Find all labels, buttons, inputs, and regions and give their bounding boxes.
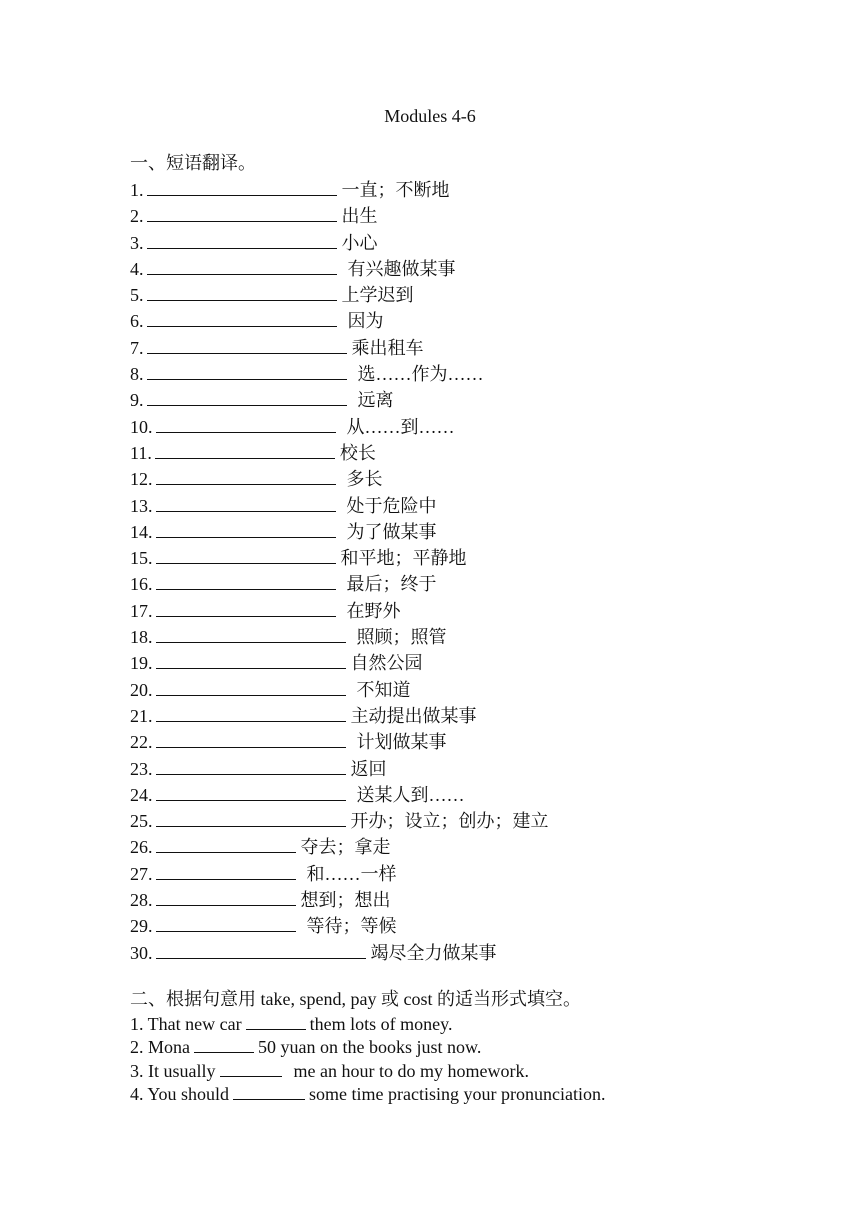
sentence-list [130,1013,605,1107]
phrase-meaning: 选……作为…… [357,364,484,385]
answer-blank[interactable] [156,757,346,775]
phrase-meaning: 上学迟到 [341,285,414,306]
phrase-number: 27. [130,863,153,884]
answer-blank[interactable] [147,231,337,249]
phrase-number: 9. [130,390,144,411]
answer-blank[interactable] [156,520,336,538]
phrase-number: 8. [130,364,144,385]
phrase-meaning: 夺去；拿走 [300,837,391,858]
phrase-item [130,282,549,308]
phrase-item [130,440,549,466]
phrase-number: 14. [130,521,153,542]
phrase-item [130,414,549,440]
phrase-item [130,177,549,203]
phrase-meaning: 处于危险中 [346,495,437,516]
phrase-number: 19. [130,653,153,674]
phrase-meaning: 为了做某事 [346,521,437,542]
phrase-number: 2. [130,206,144,227]
sentence-start: 1. That new car [130,1014,242,1034]
phrase-meaning: 校长 [339,442,376,463]
phrase-meaning: 计划做某事 [356,732,447,753]
phrase-meaning: 小心 [341,232,378,253]
answer-blank[interactable] [147,257,337,275]
phrase-number: 18. [130,627,153,648]
phrase-item [130,335,549,361]
phrase-meaning: 从……到…… [346,416,455,437]
phrase-item [130,624,549,650]
phrase-number: 4. [130,258,144,279]
answer-blank[interactable] [194,1037,254,1053]
phrase-meaning: 在野外 [346,600,401,621]
phrase-meaning: 想到；想出 [300,890,391,911]
phrase-meaning: 多长 [346,469,383,490]
phrase-number: 6. [130,311,144,332]
phrase-meaning: 竭尽全力做某事 [370,942,497,963]
answer-blank[interactable] [147,178,337,196]
phrase-item [130,782,549,808]
phrase-item [130,834,549,860]
phrase-number: 16. [130,574,153,595]
phrase-meaning: 和……一样 [306,863,397,884]
phrase-number: 7. [130,337,144,358]
phrase-item [130,913,549,939]
phrase-number: 30. [130,942,153,963]
sentence-start: 2. Mona [130,1037,190,1058]
phrase-meaning: 远离 [357,390,394,411]
phrase-meaning: 送某人到…… [356,784,465,805]
phrase-meaning: 返回 [350,758,387,779]
phrase-item [130,545,549,571]
phrase-item [130,940,549,966]
answer-blank[interactable] [147,362,347,380]
phrase-meaning: 出生 [341,206,378,227]
answer-blank[interactable] [233,1084,305,1100]
answer-blank[interactable] [156,783,346,801]
phrase-item [130,598,549,624]
answer-blank[interactable] [147,309,337,327]
phrase-number: 23. [130,758,153,779]
answer-blank[interactable] [156,572,336,590]
phrase-number: 20. [130,679,153,700]
phrase-meaning: 因为 [347,311,384,332]
phrase-item [130,703,549,729]
phrase-number: 24. [130,784,153,805]
phrase-number: 26. [130,837,153,858]
answer-blank[interactable] [246,1014,306,1030]
phrase-item [130,756,549,782]
phrase-meaning: 主动提出做某事 [350,705,477,726]
phrase-number: 3. [130,232,144,253]
phrase-number: 10. [130,416,153,437]
section-1-heading: 一、短语翻译。 [130,153,256,173]
phrase-number: 13. [130,495,153,516]
fill-sentence [130,1083,605,1106]
phrase-item [130,230,549,256]
phrase-meaning: 最后；终于 [346,574,437,595]
phrase-list [130,177,549,966]
sentence-end: me an hour to do my homework. [293,1060,529,1081]
answer-blank[interactable] [156,835,296,853]
phrase-meaning: 等待；等候 [306,916,397,937]
phrase-item [130,808,549,834]
answer-blank[interactable] [156,415,336,433]
phrase-number: 29. [130,916,153,937]
phrase-item [130,729,549,755]
phrase-number: 5. [130,285,144,306]
phrase-number: 15. [130,548,153,569]
answer-blank[interactable] [155,441,335,459]
phrase-meaning: 自然公园 [350,653,423,674]
sentence-start: 3. It usually [130,1060,216,1081]
phrase-number: 12. [130,469,153,490]
phrase-item [130,493,549,519]
fill-sentence [130,1036,605,1059]
phrase-number: 11. [130,442,152,463]
page-title: Modules 4-6 [384,106,476,126]
phrase-item [130,387,549,413]
sentence-start: 4. You should [130,1084,230,1105]
fill-sentence [130,1060,605,1083]
phrase-number: 17. [130,600,153,621]
answer-blank[interactable] [156,625,346,643]
answer-blank[interactable] [156,704,346,722]
answer-blank[interactable] [147,388,347,406]
answer-blank[interactable] [156,888,296,906]
phrase-number: 1. [130,180,144,200]
phrase-meaning: 乘出租车 [351,337,424,358]
answer-blank[interactable] [156,651,346,669]
answer-blank[interactable] [156,467,336,485]
phrase-item [130,256,549,282]
answer-blank[interactable] [156,862,296,880]
fill-sentence [130,1013,605,1036]
phrase-item [130,361,549,387]
phrase-item [130,571,549,597]
answer-blank[interactable] [220,1061,282,1077]
answer-blank[interactable] [156,809,346,827]
answer-blank[interactable] [156,941,366,959]
section-2-heading: 二、根据句意用 take, spend, pay 或 cost 的适当形式填空。 [130,989,581,1009]
phrase-number: 22. [130,732,153,753]
phrase-item [130,519,549,545]
answer-blank[interactable] [156,730,346,748]
phrase-meaning: 和平地；平静地 [340,548,467,569]
phrase-item [130,650,549,676]
phrase-meaning: 不知道 [356,679,411,700]
answer-blank[interactable] [156,494,336,512]
phrase-item [130,308,549,334]
phrase-meaning: 有兴趣做某事 [347,258,456,279]
answer-blank[interactable] [156,546,336,564]
answer-blank[interactable] [156,678,346,696]
phrase-item [130,887,549,913]
phrase-meaning: 一直；不断地 [341,180,450,200]
phrase-item [130,677,549,703]
answer-blank[interactable] [156,599,336,617]
answer-blank[interactable] [147,283,337,301]
phrase-meaning: 照顾；照管 [356,627,447,648]
answer-blank[interactable] [147,204,337,222]
phrase-number: 25. [130,811,153,832]
phrase-number: 21. [130,705,153,726]
phrase-number: 28. [130,890,153,911]
phrase-item [130,203,549,229]
answer-blank[interactable] [156,914,296,932]
sentence-end: 50 yuan on the books just now. [258,1037,482,1058]
answer-blank[interactable] [147,336,347,354]
sentence-end: them lots of money. [309,1014,453,1034]
phrase-item [130,466,549,492]
sentence-end: some time practising your pronunciation. [309,1084,606,1105]
phrase-meaning: 开办；设立；创办；建立 [350,811,549,832]
phrase-item [130,861,549,887]
